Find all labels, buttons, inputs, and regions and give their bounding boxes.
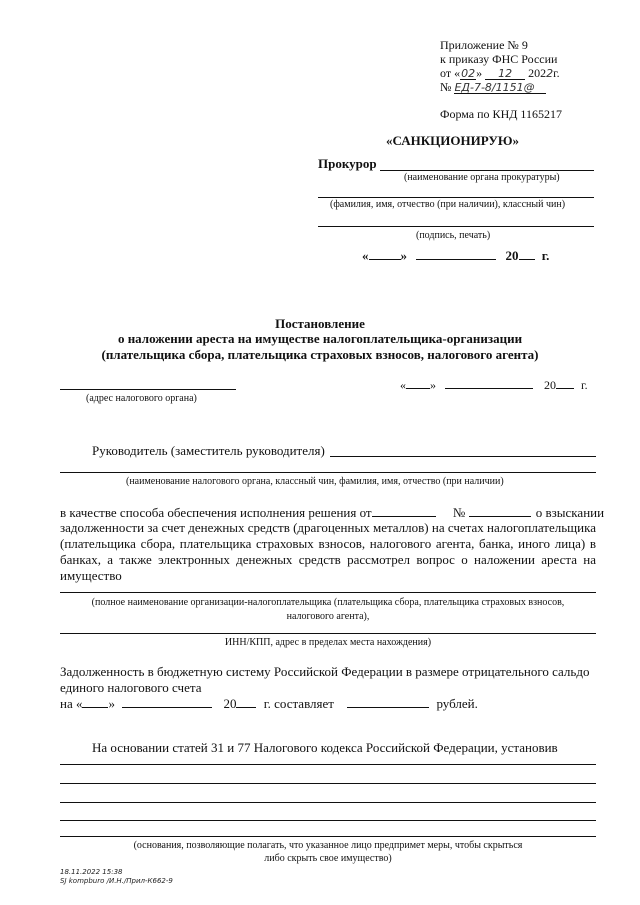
prosecutor-line [380, 170, 594, 171]
basis-line: На основании статей 31 и 77 Налогового кодекса Российской Федерации, установив [92, 740, 558, 755]
inn-line [60, 633, 596, 634]
print-stamp-date: 18.11.2022 15:38 [60, 868, 123, 876]
date-year-prefix: 202 [528, 66, 547, 80]
decree-day-blank [406, 376, 430, 389]
date-month-handwritten: 12 [485, 67, 525, 80]
basis-line-4 [60, 820, 596, 821]
debt-amount-blank [347, 695, 429, 708]
debt-date-close: » [108, 696, 115, 711]
decree-year-blank [556, 376, 574, 389]
decree-year-suffix: г. [581, 378, 588, 392]
org-name-line [60, 592, 596, 593]
debt-line-2: единого налогового счета [60, 680, 202, 695]
caption-inn: ИНН/КПП, адрес в пределах места нахождения) [224, 637, 432, 648]
caption-head: (наименование налогового органа, классный чин, фамилия, имя, отчество (при наличии) [126, 476, 504, 487]
appendix-order: к приказу ФНС России [440, 52, 558, 66]
caption-basis-2: либо скрыть свое имущество) [264, 853, 392, 864]
sanction-day-blank [369, 247, 401, 260]
decree-year-prefix: 20 [544, 378, 556, 392]
decree-title: Постановление [275, 316, 365, 331]
decree-date-open: « [400, 378, 406, 392]
decision-text-start: в качестве способа обеспечения исполнения решения от [60, 505, 372, 520]
decree-month-blank [445, 376, 533, 389]
debt-constitutes: г. составляет [263, 696, 334, 711]
sanction-month-blank [416, 247, 496, 260]
sanction-date-open: « [362, 248, 369, 263]
sanction-date-close: » [400, 248, 407, 263]
signature-line [318, 226, 594, 227]
debt-year-blank [236, 695, 256, 708]
number-prefix: № [440, 80, 452, 94]
head-line-2 [60, 472, 596, 473]
debt-rubles: рублей. [436, 696, 478, 711]
sanction-year-prefix: 20 [505, 248, 519, 263]
decree-date [400, 376, 588, 393]
decree-date-close: » [430, 378, 436, 392]
decision-paragraph: задолженности за счет денежных средств (драгоценных металлов) на счетах налогоплательщика (плательщика сбора, плательщика страховых взносов, налогового агента, банка, иного лица) в банках, а также электронных денежных средств рассмотрел вопрос о наложении ареста на имущество [60, 520, 596, 583]
prosecutor-label: Прокурор [318, 156, 377, 171]
decision-text-end: о взыскании [535, 505, 605, 520]
basis-line-5 [60, 836, 596, 837]
sanction-year-suffix: г. [541, 248, 550, 263]
caption-org-2: налогового агента), [286, 611, 370, 622]
caption-org-1: (полное наименование организации-налогоплательщика (плательщика сбора, плательщика страховых взносов, [91, 597, 565, 608]
date-mid: » [476, 66, 483, 80]
caption-basis-1: (основания, позволяющие полагать, что указанное лицо предпримет меры, чтобы скрыться [133, 840, 523, 851]
appendix-date [440, 66, 560, 81]
debt-amount-line [60, 695, 478, 712]
caption-prosecutor-body: (наименование органа прокуратуры) [404, 172, 560, 183]
basis-line-2 [60, 783, 596, 784]
order-number-handwritten: ЕД-7-8/1151@ [454, 81, 546, 94]
debt-year-prefix: 20 [223, 696, 237, 711]
decision-number-sign: № [452, 505, 466, 520]
basis-line-1 [60, 764, 596, 765]
sanction-year-blank [519, 247, 535, 260]
appendix-order-number [440, 80, 546, 95]
decision-number-blank [469, 504, 531, 517]
decision-line [60, 504, 604, 521]
debt-line-1: Задолженность в бюджетную систему Российской Федерации в размере отрицательного сальдо [60, 664, 590, 679]
print-stamp-path: SJ kompburo /И.Н./Прил-К662-9 [60, 877, 173, 885]
debt-month-blank [122, 695, 212, 708]
decision-date-blank [372, 504, 436, 517]
date-prefix: от « [440, 66, 461, 80]
caption-signature: (подпись, печать) [416, 230, 491, 241]
head-line-1 [330, 456, 596, 457]
form-code: Форма по КНД 1165217 [440, 107, 562, 121]
sanction-date [362, 247, 549, 264]
date-suffix: г. [553, 66, 560, 80]
basis-line-3 [60, 802, 596, 803]
date-day-handwritten: 02 [461, 67, 476, 80]
date-year-handwritten: 2 [546, 67, 554, 80]
tax-authority-address-line [60, 389, 236, 390]
prosecutor-name-line [318, 197, 594, 198]
decree-subtitle-2: (плательщика сбора, плательщика страховых взносов, налогового агента) [101, 347, 539, 362]
debt-date-open: на « [60, 696, 83, 711]
caption-address: (адрес налогового органа) [86, 393, 197, 404]
head-label: Руководитель (заместитель руководителя) [92, 443, 325, 458]
debt-day-blank [82, 695, 108, 708]
decree-subtitle: о наложении ареста на имуществе налогоплательщика-организации [117, 331, 523, 346]
caption-prosecutor-name: (фамилия, имя, отчество (при наличии), классный чин) [330, 199, 566, 210]
appendix-number: Приложение № 9 [440, 38, 528, 52]
sanction-title: «САНКЦИОНИРУЮ» [386, 133, 520, 148]
